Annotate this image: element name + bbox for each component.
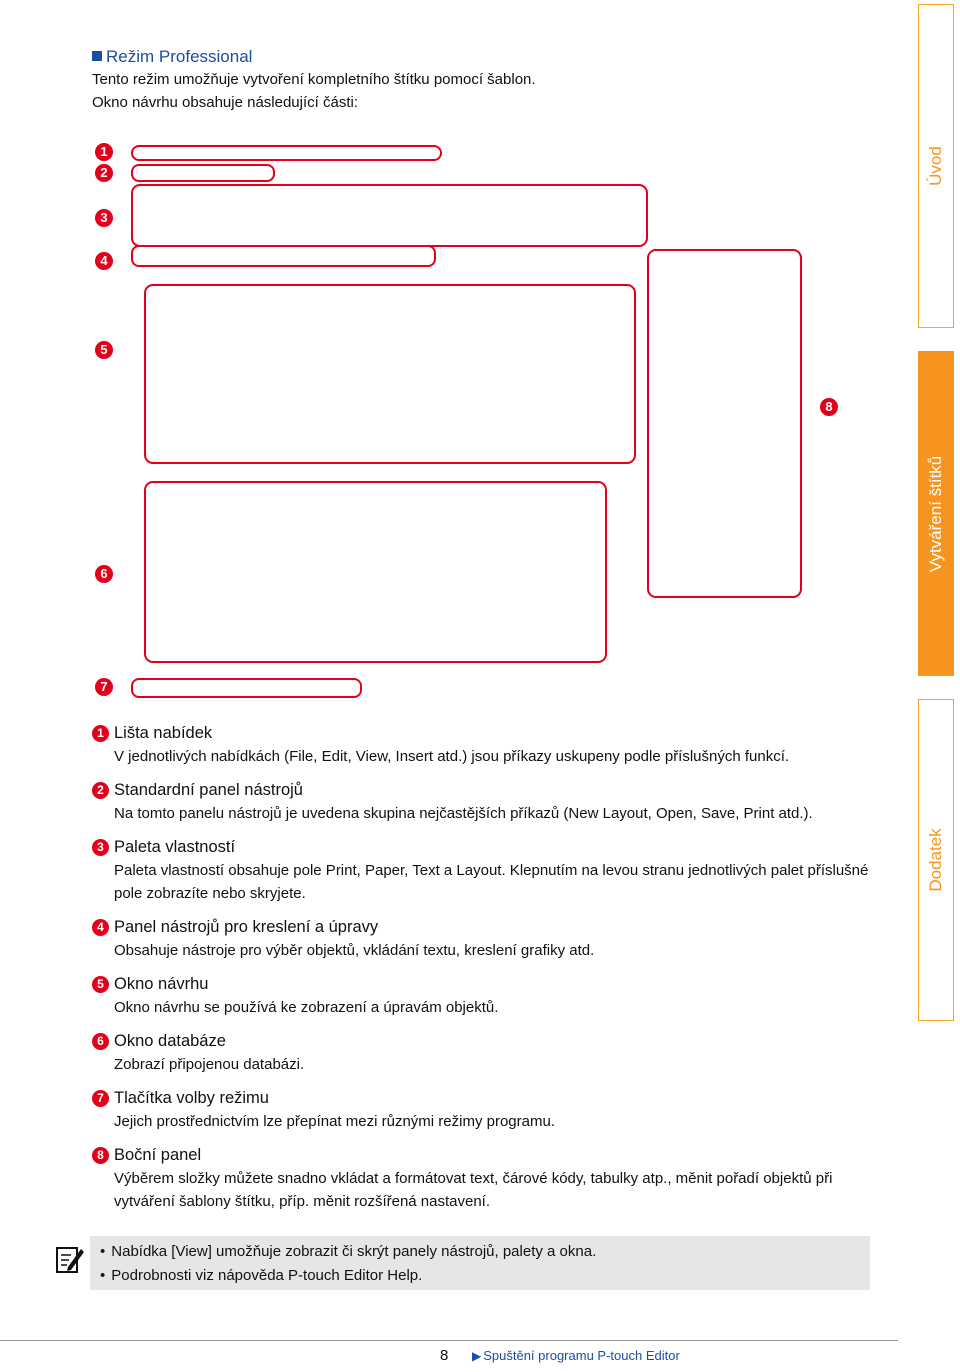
callout-8: 8 [820, 398, 838, 416]
callout-5: 5 [95, 341, 113, 359]
item-description: Zobrazí připojenou databázi. [114, 1056, 305, 1073]
item-title: Panel nástrojů pro kreslení a úpravy [114, 918, 379, 936]
item-description: Jejich prostřednictvím lze přepínat mezi různými režimy programu. [114, 1113, 555, 1130]
tab-uvod[interactable] [918, 4, 954, 328]
item-title: Tlačítka volby režimu [114, 1089, 269, 1107]
callout-2: 2 [95, 164, 113, 182]
page-footer [0, 1340, 898, 1369]
sidebar-frame [647, 249, 802, 598]
note-bullet: • Nabídka [View] umožňuje zobrazit či skrýt panely nástrojů, palety a okna. [100, 1240, 870, 1264]
item-number-badge: 6 [92, 1033, 109, 1050]
menu-bar-frame [131, 145, 442, 161]
item-description: Obsahuje nástroje pro výběr objektů, vkládání textu, kreslení grafiky atd. [114, 942, 595, 959]
note-bullet: • Podrobnosti viz nápověda P-touch Editor Help. [100, 1264, 870, 1288]
item-title: Okno databáze [114, 1032, 226, 1050]
draw-edit-toolbar-frame [131, 245, 436, 267]
callout-4: 4 [95, 252, 113, 270]
triangle-right-icon: ▶ [472, 1349, 482, 1363]
item-description: V jednotlivých nabídkách (File, Edit, View, Insert atd.) jsou příkazy uskupeny podle příslušných funkcí. [114, 748, 790, 765]
database-window-frame [144, 481, 607, 663]
item-number-badge: 1 [92, 725, 109, 742]
item-title: Lišta nabídek [114, 724, 213, 742]
tab-vytvareni-stitku[interactable] [918, 351, 954, 676]
note-box [90, 1236, 870, 1290]
tab-label: Dodatek [926, 828, 945, 892]
callout-6: 6 [95, 565, 113, 583]
list-item [92, 1086, 892, 1133]
item-description: Výběrem složky můžete snadno vkládat a formátovat text, čárové kódy, tabulky atp., měnit pořadí objektů při vytváření šablony štítku, příp. měnit rozšířená nastavení. [114, 1170, 833, 1210]
item-number-badge: 5 [92, 976, 109, 993]
page-number: 8 [440, 1347, 449, 1364]
list-item [92, 778, 892, 825]
callout-7: 7 [95, 678, 113, 696]
tab-label: Vytváření štítků [926, 455, 945, 572]
mode-buttons-frame [131, 678, 362, 698]
item-number-badge: 8 [92, 1147, 109, 1164]
section-title [92, 47, 252, 67]
list-item [92, 1143, 892, 1213]
list-item [92, 1029, 892, 1076]
item-title: Boční panel [114, 1146, 202, 1164]
item-description: Okno návrhu se používá ke zobrazení a úpravám objektů. [114, 999, 499, 1016]
item-title: Paleta vlastností [114, 838, 236, 856]
item-number-badge: 4 [92, 919, 109, 936]
footer-chapter-link[interactable] [472, 1348, 680, 1363]
list-item [92, 835, 892, 905]
intro-line-2: Okno návrhu obsahuje následující části: [92, 94, 358, 111]
properties-palette-frame [131, 184, 648, 247]
note-pencil-icon [54, 1243, 86, 1275]
section-title-text: Režim Professional [106, 47, 253, 66]
item-number-badge: 2 [92, 782, 109, 799]
footer-link-text: Spuštění programu P-touch Editor [483, 1348, 680, 1363]
list-item [92, 972, 892, 1019]
item-number-badge: 7 [92, 1090, 109, 1107]
square-bullet-icon [92, 51, 102, 61]
tab-dodatek[interactable] [918, 699, 954, 1021]
intro-line-1: Tento režim umožňuje vytvoření kompletního štítku pomocí šablon. [92, 71, 536, 88]
list-item [92, 721, 892, 768]
standard-toolbar-frame [131, 164, 275, 182]
item-description: Na tomto panelu nástrojů je uvedena skupina nejčastějších příkazů (New Layout, Open, Save, Print atd.). [114, 805, 813, 822]
item-title: Okno návrhu [114, 975, 209, 993]
layout-window-frame [144, 284, 636, 464]
list-item [92, 915, 892, 962]
tab-label: Úvod [926, 146, 945, 186]
item-title: Standardní panel nástrojů [114, 781, 303, 799]
callout-1: 1 [95, 143, 113, 161]
item-description: Paleta vlastností obsahuje pole Print, Paper, Text a Layout. Klepnutím na levou stranu jednotlivých palet příslušné pole zobrazíte nebo skryjete. [114, 862, 869, 902]
item-number-badge: 3 [92, 839, 109, 856]
callout-3: 3 [95, 209, 113, 227]
